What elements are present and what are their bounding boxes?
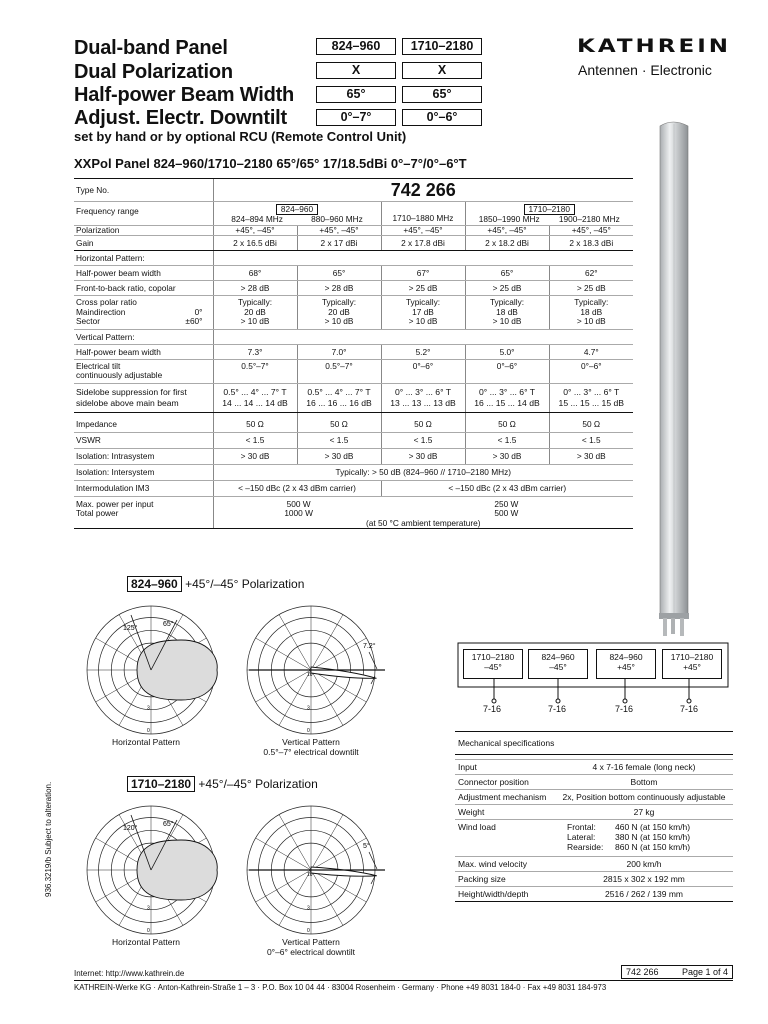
cell: 50 Ω: [381, 412, 465, 432]
band-high-tilt: 0°–6°: [402, 109, 482, 126]
cell: 0°–6°: [465, 359, 549, 383]
cell: 0.5°–7°: [297, 359, 381, 383]
cell: 50 Ω: [549, 412, 633, 432]
cell: > 10 dB: [576, 316, 606, 326]
scale-mark: 10: [307, 672, 313, 678]
cell: 27 kg: [555, 805, 733, 820]
cell: 67°: [381, 266, 465, 281]
cell: 1000 W: [284, 508, 313, 518]
pol-label: +45°/–45° Polarization: [198, 777, 318, 791]
title-line-2: Dual Polarization: [74, 61, 233, 83]
freq-col: 880–960 MHz: [311, 214, 363, 224]
table-row: [74, 225, 633, 236]
band-high-bw: 65°: [402, 86, 482, 103]
row-label: Intermodulation IM3: [74, 480, 213, 496]
brand-tagline: Antennen · Electronic: [578, 62, 712, 78]
table-row: [74, 266, 633, 281]
caption-v-low: [236, 737, 386, 757]
cell: 18 dB: [496, 306, 518, 317]
band-box: 824–960: [127, 576, 182, 592]
cell: 0.5°–7°: [213, 359, 297, 383]
tilt-arrow: [369, 852, 377, 884]
cell: 5.2°: [381, 344, 465, 359]
table-row: [455, 790, 733, 805]
cell: > 28 dB: [213, 281, 297, 296]
tilt-angle-label: 7.2°: [363, 643, 376, 650]
table-row: [455, 760, 733, 775]
angle-label: 120°: [123, 825, 138, 832]
cell: 0.5° ... 4° ... 7° T: [223, 386, 287, 397]
freq-col: 1710–1880 MHz: [392, 212, 454, 223]
cell: > 25 dB: [381, 281, 465, 296]
cell: 62°: [549, 266, 633, 281]
freq-col: 1900–2180 MHz: [558, 214, 620, 224]
wind-dir: Frontal:: [567, 822, 596, 832]
row-label: Sidelobe suppression for first: [76, 386, 187, 397]
wind-dir: Rearside:: [567, 842, 604, 852]
table-row: [455, 820, 733, 857]
cell: Typically:: [321, 297, 357, 307]
vertical-pattern-lobe: [311, 867, 377, 876]
page-box: [621, 965, 733, 979]
horizontal-pattern-lobe: [137, 840, 217, 900]
caption-text: Vertical Pattern: [282, 737, 340, 747]
cell: 16 ... 16 ... 16 dB: [306, 397, 372, 408]
cell: 14 ... 14 ... 14 dB: [222, 397, 288, 408]
row-label: Input: [455, 760, 555, 775]
row-label: Height/width/depth: [455, 887, 555, 902]
row-label: Max. wind velocity: [455, 857, 555, 872]
cell: 5.0°: [465, 344, 549, 359]
cell: Typically:: [237, 297, 273, 307]
mechanical-specs-table: [455, 731, 733, 902]
table-row: [455, 857, 733, 872]
band-low-bw: 65°: [316, 86, 396, 103]
connector-band: 824–960: [609, 652, 643, 662]
cell: +45°, –45°: [465, 225, 549, 236]
table-row: [74, 496, 633, 529]
cell: > 30 dB: [465, 448, 549, 464]
cell: 0° ... 3° ... 6° T: [563, 386, 620, 397]
cell: > 30 dB: [297, 448, 381, 464]
title-line-3: Half-power Beam Width: [74, 84, 295, 106]
cell: 500 W: [494, 508, 519, 518]
row-label: Adjustment mechanism: [455, 790, 555, 805]
cell: < –150 dBc (2 x 43 dBm carrier): [213, 480, 381, 496]
footer-address: KATHREIN-Werke KG · Anton-Kathrein-Straße 1 – 3 · P.O. Box 10 04 44 · 83004 Rosenheim · Germany · Phone +49 8031 184-0 · Fax +49 8031 184-973: [74, 983, 607, 992]
row-label: 0°: [194, 306, 203, 317]
wind-value: 860 N (at 150 km/h): [615, 842, 691, 852]
row-label: ±60°: [185, 316, 203, 326]
footer-internet: Internet: http://www.kathrein.de: [74, 969, 185, 978]
side-note: 936.3219/b Subject to alteration.: [44, 781, 53, 897]
cell: 500 W: [286, 498, 311, 509]
row-label: sidelobe above main beam: [76, 397, 179, 408]
scale-mark: 3: [147, 905, 150, 912]
cell: 4 x 7-16 female (long neck): [555, 760, 733, 775]
cell: 16 ... 15 ... 14 dB: [474, 397, 540, 408]
band-low-tilt: 0°–7°: [316, 109, 396, 126]
cell: 20 dB: [328, 306, 350, 317]
cell: 7.0°: [297, 344, 381, 359]
vertical-pattern-heading: Vertical Pattern:: [74, 329, 213, 344]
frequency-range-label: Frequency range: [74, 202, 213, 226]
caption-h-high: Horizontal Pattern: [111, 937, 181, 947]
cell: 2 x 16.5 dBi: [213, 236, 297, 251]
cell: 2815 x 302 x 192 mm: [555, 872, 733, 887]
pol-label: +45°/–45° Polarization: [185, 577, 305, 591]
table-row: [74, 432, 633, 448]
antenna-image: [650, 118, 700, 638]
table-row: [74, 448, 633, 464]
polar-horizontal-high: [76, 800, 226, 940]
cell: < 1.5: [381, 432, 465, 448]
cell: > 30 dB: [549, 448, 633, 464]
row-label: VSWR: [74, 432, 213, 448]
table-row: [74, 344, 633, 359]
cell: 65°: [465, 266, 549, 281]
caption-text: 0°–6° electrical downtilt: [266, 947, 356, 957]
cell: 2 x 17 dBi: [297, 236, 381, 251]
table-row: [74, 281, 633, 296]
cell: 20 dB: [244, 306, 266, 317]
cell: 17 dB: [412, 306, 434, 317]
table-row: [74, 236, 633, 251]
cell: +45°, –45°: [213, 225, 297, 236]
table-row: [455, 805, 733, 820]
spec-table: [74, 178, 633, 529]
table-row: [74, 383, 633, 412]
cell: 0°–6°: [549, 359, 633, 383]
cell: 2 x 17.8 dBi: [381, 236, 465, 251]
row-label: Weight: [455, 805, 555, 820]
cell: +45°, –45°: [381, 225, 465, 236]
cell: 18 dB: [580, 306, 603, 317]
cell: 0.5° ... 4° ... 7° T: [307, 386, 371, 397]
caption-v-high: [236, 937, 386, 957]
cell: 0° ... 3° ... 6° T: [394, 386, 451, 397]
cell: 2 x 18.3 dBi: [549, 236, 633, 251]
tilt-angle-label: 5°: [363, 843, 370, 850]
row-label: Maindirection: [76, 306, 126, 317]
connector-pol: +45°: [683, 662, 701, 672]
caption-h-low: Horizontal Pattern: [111, 737, 181, 747]
horizontal-pattern-heading: Horizontal Pattern:: [74, 251, 213, 266]
connector-pol: –45°: [549, 662, 567, 672]
angle-label: 65°: [163, 821, 174, 828]
row-label: Isolation: Intrasystem: [74, 448, 213, 464]
band-box: 1710–2180: [127, 776, 195, 792]
scale-mark: 0: [307, 928, 310, 934]
cell: Typically: > 50 dB (824–960 // 1710–2180 MHz): [213, 464, 633, 480]
cell: Typically:: [574, 297, 609, 307]
band-high-header: 1710–2180: [402, 38, 482, 55]
row-label: Wind load: [455, 820, 555, 857]
cell: > 25 dB: [465, 281, 549, 296]
cell: 50 Ω: [465, 412, 549, 432]
connector-pol: –45°: [484, 662, 502, 672]
table-row: [455, 775, 733, 790]
freq-group-low: 824–960: [276, 204, 318, 215]
row-label: Half-power beam width: [74, 266, 213, 281]
connector-pol: +45°: [617, 662, 635, 672]
connector-label: 7-16: [615, 704, 634, 714]
wind-dir: Lateral:: [567, 832, 596, 842]
row-label: Impedance: [74, 412, 213, 432]
row-label: Front-to-back ratio, copolar: [74, 281, 213, 296]
title-line-4: Adjust. Electr. Downtilt: [74, 107, 287, 129]
scale-mark: 3: [307, 905, 310, 912]
wind-value: 380 N (at 150 km/h): [615, 832, 691, 842]
freq-group-high: 1710–2180: [524, 204, 576, 215]
horizontal-pattern-lobe: [137, 640, 217, 700]
cell: > 10 dB: [240, 316, 270, 326]
angle-label: 125°: [123, 625, 138, 632]
row-label: Isolation: Intersystem: [74, 464, 213, 480]
cell: < 1.5: [213, 432, 297, 448]
cell: > 10 dB: [408, 316, 438, 326]
cell: 50 Ω: [297, 412, 381, 432]
cell: 7.3°: [213, 344, 297, 359]
cell: 250 W: [494, 498, 519, 509]
scale-mark: 0: [147, 928, 150, 934]
connector-band: 1710–2180: [670, 652, 714, 662]
row-label: Cross polar ratio: [76, 297, 137, 307]
band-low-pol: X: [316, 62, 396, 79]
pattern-label-low: [127, 576, 304, 592]
kathrein-logo: KATHREIN: [577, 36, 732, 57]
polar-horizontal-low: [76, 600, 226, 740]
table-row: [455, 887, 733, 902]
cell: 15 ... 15 ... 15 dB: [558, 397, 624, 408]
cell: 200 km/h: [555, 857, 733, 872]
cell: > 10 dB: [492, 316, 522, 326]
freq-col: 1850–1990 MHz: [478, 214, 540, 224]
cell: Typically:: [489, 297, 525, 307]
cell: < 1.5: [465, 432, 549, 448]
row-label: Packing size: [455, 872, 555, 887]
cell: +45°, –45°: [549, 225, 633, 236]
connector-box: [528, 649, 588, 679]
cell: +45°, –45°: [297, 225, 381, 236]
connector-label: 7-16: [483, 704, 502, 714]
cell: > 30 dB: [213, 448, 297, 464]
cell: < –150 dBc (2 x 43 dBm carrier): [381, 480, 633, 496]
cell: 50 Ω: [213, 412, 297, 432]
connector-label: 7-16: [680, 704, 699, 714]
mech-title: Mechanical specifications: [455, 732, 733, 755]
table-row: [74, 480, 633, 496]
footer-rule: [74, 980, 733, 981]
cell: 0° ... 3° ... 6° T: [478, 386, 535, 397]
cell: < 1.5: [549, 432, 633, 448]
cell: > 28 dB: [297, 281, 381, 296]
vertical-pattern-lobe: [311, 667, 376, 678]
page-number: Page 1 of 4: [681, 967, 728, 977]
row-label: Gain: [74, 236, 213, 251]
cell: Bottom: [555, 775, 733, 790]
power-note: (at 50 °C ambient temperature): [366, 517, 481, 528]
scale-mark: 10: [307, 872, 313, 878]
title-line-1: Dual-band Panel: [74, 37, 228, 59]
band-low-header: 824–960: [316, 38, 396, 55]
cell: 2516 / 262 / 139 mm: [555, 887, 733, 902]
angle-label: 65°: [163, 621, 174, 628]
wind-value: 460 N (at 150 km/h): [615, 822, 691, 832]
type-no-label: Type No.: [74, 179, 213, 202]
connector-band: 824–960: [541, 652, 575, 662]
freq-col: 824–894 MHz: [231, 214, 283, 224]
row-label: Polarization: [74, 225, 213, 236]
table-row: [74, 464, 633, 480]
caption-text: Vertical Pattern: [282, 937, 340, 947]
cell: 0°–6°: [381, 359, 465, 383]
cell: > 25 dB: [549, 281, 633, 296]
cell: < 1.5: [297, 432, 381, 448]
connector-label: 7-16: [548, 704, 567, 714]
polar-vertical-low: [236, 600, 386, 740]
row-label: Connector position: [455, 775, 555, 790]
scale-mark: 3: [307, 705, 310, 712]
cell: > 10 dB: [324, 316, 354, 326]
cell: 2x, Position bottom continuously adjustable: [555, 790, 733, 805]
connector-band: 1710–2180: [471, 652, 515, 662]
row-label: Max. power per input: [76, 498, 154, 509]
scale-mark: 0: [307, 728, 310, 734]
cross-polar-row: [74, 296, 633, 330]
type-no-value: 742 266: [213, 179, 633, 202]
panel-name: XXPol Panel 824–960/1710–2180 65°/65° 17/18.5dBi 0°–7°/0°–6°T: [74, 156, 467, 171]
row-label: Half-power beam width: [74, 344, 213, 359]
connector-box: [463, 649, 523, 679]
scale-mark: 3: [147, 705, 150, 712]
cell: 2 x 18.2 dBi: [465, 236, 549, 251]
band-high-pol: X: [402, 62, 482, 79]
cell: 65°: [297, 266, 381, 281]
tilt-arrow: [369, 652, 377, 684]
table-row: [74, 412, 633, 432]
scale-mark: 0: [147, 728, 150, 734]
table-row: [74, 359, 633, 383]
cell: Typically:: [405, 297, 441, 307]
cell: 4.7°: [549, 344, 633, 359]
cell: 68°: [213, 266, 297, 281]
page-type: 742 266: [626, 967, 659, 977]
pattern-label-high: [127, 776, 318, 792]
row-label: Total power: [76, 508, 119, 518]
polar-vertical-high: [236, 800, 386, 940]
connector-box: [662, 649, 722, 679]
row-label: Electrical tilt: [76, 360, 121, 371]
cell: 13 ... 13 ... 13 dB: [390, 397, 456, 408]
caption-text: 0.5°–7° electrical downtilt: [263, 747, 359, 757]
row-label: continuously adjustable: [76, 370, 163, 380]
subtitle: set by hand or by optional RCU (Remote Control Unit): [74, 129, 407, 144]
row-label: Sector: [76, 316, 100, 326]
connector-box: [596, 649, 656, 679]
table-row: [455, 872, 733, 887]
cell: > 30 dB: [381, 448, 465, 464]
